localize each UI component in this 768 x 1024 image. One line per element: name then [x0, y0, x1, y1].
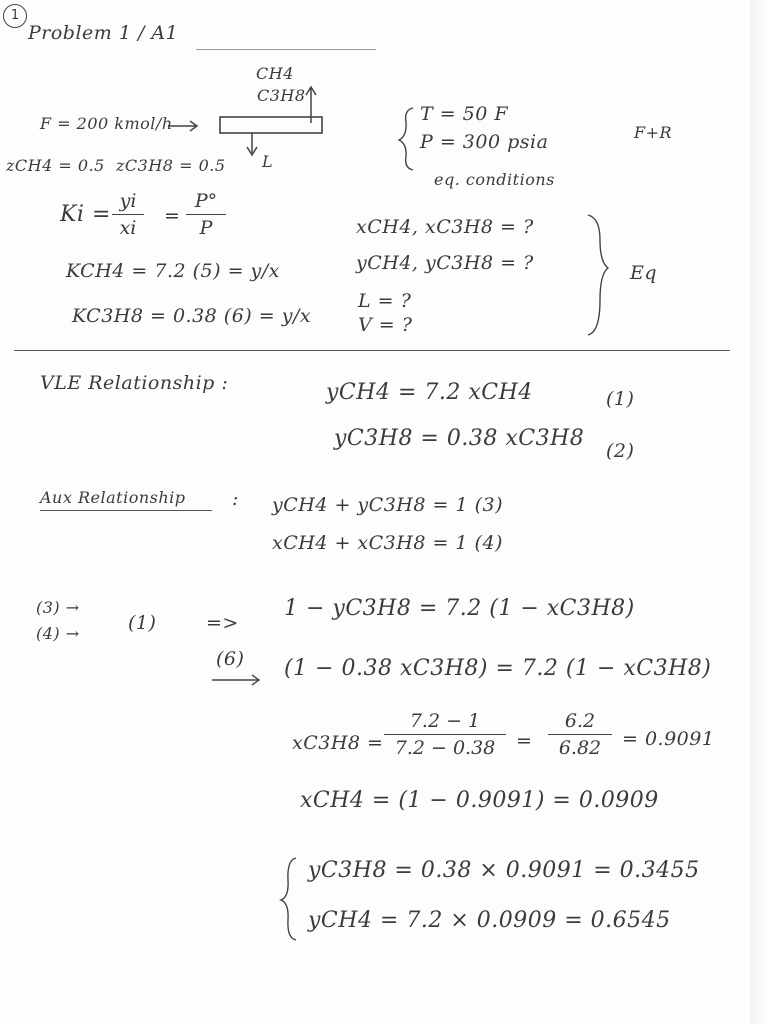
eq-conditions-note: eq. conditions [434, 170, 555, 189]
vle-eq2-number: (2) [606, 440, 635, 462]
implies-arrow: => [206, 612, 239, 634]
aux-underline [40, 510, 212, 511]
k-pressure-fraction [186, 190, 226, 239]
fraction-1-denominator: 7.2 − 0.38 [394, 737, 496, 759]
step-4: (4) → [36, 624, 80, 643]
fraction-2-numerator: 6.2 [564, 710, 596, 732]
title-underline [196, 49, 376, 50]
k-pressure-numerator: P° [194, 190, 218, 212]
liquid-label: L [262, 152, 274, 171]
unknown-x: xCH4, xC3H8 = ? [356, 216, 534, 238]
k-ratio-numerator: yi [119, 190, 137, 212]
step-3: (3) → [36, 598, 80, 617]
k-ch4: KCH4 = 7.2 (5) = y/x [66, 260, 280, 282]
x-ch4-result: xCH4 = (1 − 0.9091) = 0.0909 [300, 788, 659, 813]
x-c3h8-value: = 0.9091 [622, 728, 715, 750]
k-definition-lhs: Ki = [60, 202, 111, 227]
corner-note: F+R [634, 123, 673, 142]
aux-eq3: yCH4 + yC3H8 = 1 (3) [272, 494, 503, 516]
aux-label: Aux Relationship [40, 488, 186, 507]
diagram-label-c3h8: C3H8 [257, 86, 306, 105]
fraction-1-numerator: 7.2 − 1 [409, 710, 481, 732]
problem-title: Problem 1 / A1 [28, 22, 179, 44]
fraction-2-denominator: 6.82 [558, 737, 602, 759]
feed-label: F = 200 kmol/h [40, 114, 173, 133]
temperature: T = 50 F [420, 103, 509, 125]
unknown-v: V = ? [358, 314, 413, 336]
vle-eq1: yCH4 = 7.2 xCH4 [326, 380, 533, 405]
unknown-l: L = ? [358, 290, 412, 312]
x-c3h8-fraction-1 [384, 710, 506, 759]
diagram-label-ch4: CH4 [256, 64, 294, 83]
derivation-result-1: 1 − yC3H8 = 7.2 (1 − xC3H8) [284, 596, 635, 621]
step-1: (1) [128, 612, 157, 634]
page-edge-shadow [750, 0, 768, 1024]
final-y-ch4: yCH4 = 7.2 × 0.0909 = 0.6545 [308, 908, 671, 933]
vle-label: VLE Relationship : [40, 372, 229, 394]
pressure: P = 300 psia [420, 131, 549, 153]
flash-drum-vessel [220, 117, 322, 133]
vle-eq1-number: (1) [606, 388, 635, 410]
problem-number-circle: 1 [3, 4, 27, 28]
unknowns-brace [588, 215, 608, 335]
k-ratio-fraction [112, 190, 144, 239]
derivation-result-2: (1 − 0.38 xC3H8) = 7.2 (1 − xC3H8) [284, 656, 712, 681]
eq-label: Eq [630, 262, 658, 284]
feed-z-ch4: zCH4 = 0.5 [6, 156, 105, 175]
conditions-brace [399, 108, 413, 170]
final-y-c3h8: yC3H8 = 0.38 × 0.9091 = 0.3455 [308, 858, 700, 883]
k-pressure-denominator: P [199, 217, 213, 239]
k-c3h8: KC3H8 = 0.38 (6) = y/x [72, 305, 312, 327]
section-divider [14, 350, 730, 351]
aux-colon: : [232, 488, 239, 510]
k-ratio-denominator: xi [119, 217, 137, 239]
x-c3h8-lhs: xC3H8 = [292, 732, 384, 754]
final-brace [281, 858, 296, 940]
k-definition-eq: = [164, 205, 181, 227]
vle-eq2: yC3H8 = 0.38 xC3H8 [334, 426, 585, 451]
fraction-eq-sign: = [516, 730, 533, 752]
aux-eq4: xCH4 + xC3H8 = 1 (4) [272, 532, 503, 554]
step-6: (6) [216, 648, 245, 670]
feed-z-c3h8: zC3H8 = 0.5 [116, 156, 226, 175]
unknown-y: yCH4, yC3H8 = ? [356, 252, 534, 274]
x-c3h8-fraction-2 [548, 710, 612, 759]
